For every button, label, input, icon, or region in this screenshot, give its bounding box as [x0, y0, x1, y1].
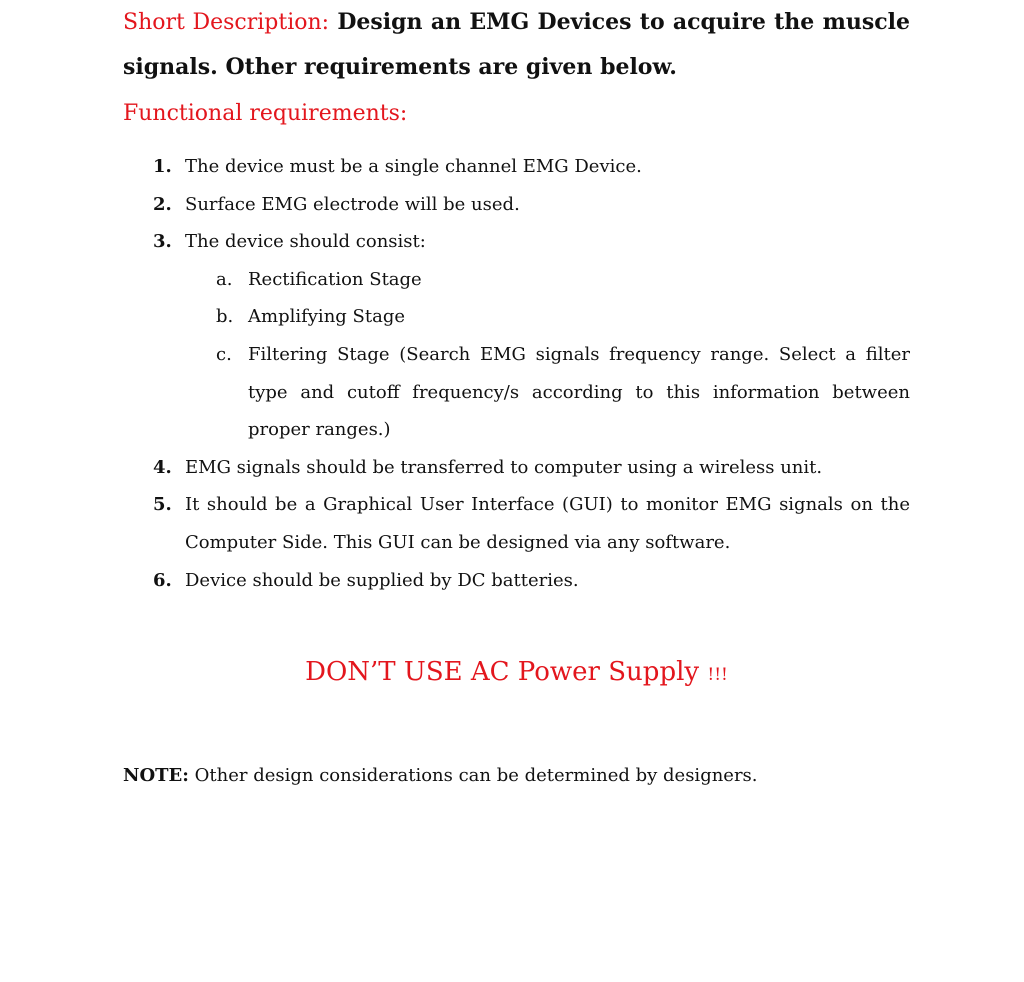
- requirement-text: Surface EMG electrode will be used.: [185, 193, 520, 215]
- short-description-text: Design an EMG Devices to acquire the muscle signals. Other requirements are given below.: [123, 9, 910, 80]
- requirement-number: 1.: [153, 156, 172, 177]
- sub-requirement-letter: b.: [216, 306, 234, 328]
- requirement-item: [123, 186, 910, 224]
- functional-requirements-heading: Functional requirements:: [123, 101, 408, 126]
- warning-text: DON’T USE AC Power Supply: [305, 657, 700, 687]
- requirement-number: 4.: [153, 456, 172, 478]
- sub-requirement-item: [123, 261, 910, 299]
- requirement-item: [123, 223, 910, 261]
- sub-requirement-text: Filtering Stage (Search EMG signals frequency range. Select a filter type and cutoff frequency/s according to this information between proper ranges.): [248, 343, 910, 441]
- ac-power-warning: [123, 650, 910, 697]
- requirement-item: [123, 486, 910, 561]
- sub-requirement-item: [123, 298, 910, 336]
- sub-requirement-text: Amplifying Stage: [248, 306, 405, 328]
- requirement-text: Device should be supplied by DC batteries.: [185, 569, 579, 591]
- warning-exclamation: !!!: [707, 665, 728, 685]
- short-description-label: Short Description:: [123, 10, 330, 35]
- requirement-number: 5.: [153, 494, 172, 516]
- designer-note: [123, 758, 910, 794]
- requirement-item: [123, 449, 910, 487]
- requirement-text: The device should consist:: [185, 231, 426, 253]
- sub-requirement-item: [123, 336, 910, 449]
- requirement-text: EMG signals should be transferred to computer using a wireless unit.: [185, 456, 823, 478]
- note-label: NOTE:: [123, 765, 189, 786]
- sub-requirement-letter: c.: [216, 343, 232, 365]
- sub-requirement-letter: a.: [216, 268, 233, 290]
- requirement-number: 2.: [153, 193, 172, 215]
- requirements-list: [123, 148, 910, 599]
- requirement-number: 6.: [153, 569, 172, 591]
- sub-requirement-text: Rectification Stage: [248, 268, 422, 290]
- requirement-text: The device must be a single channel EMG Device.: [185, 156, 642, 177]
- short-description: [123, 0, 910, 89]
- note-text: Other design considerations can be determined by designers.: [194, 765, 758, 786]
- requirement-item: [123, 562, 910, 600]
- requirement-item: [123, 148, 910, 186]
- requirement-number: 3.: [153, 231, 172, 253]
- requirement-text: It should be a Graphical User Interface (GUI) to monitor EMG signals on the Computer Side. This GUI can be designed via any software.: [185, 494, 910, 553]
